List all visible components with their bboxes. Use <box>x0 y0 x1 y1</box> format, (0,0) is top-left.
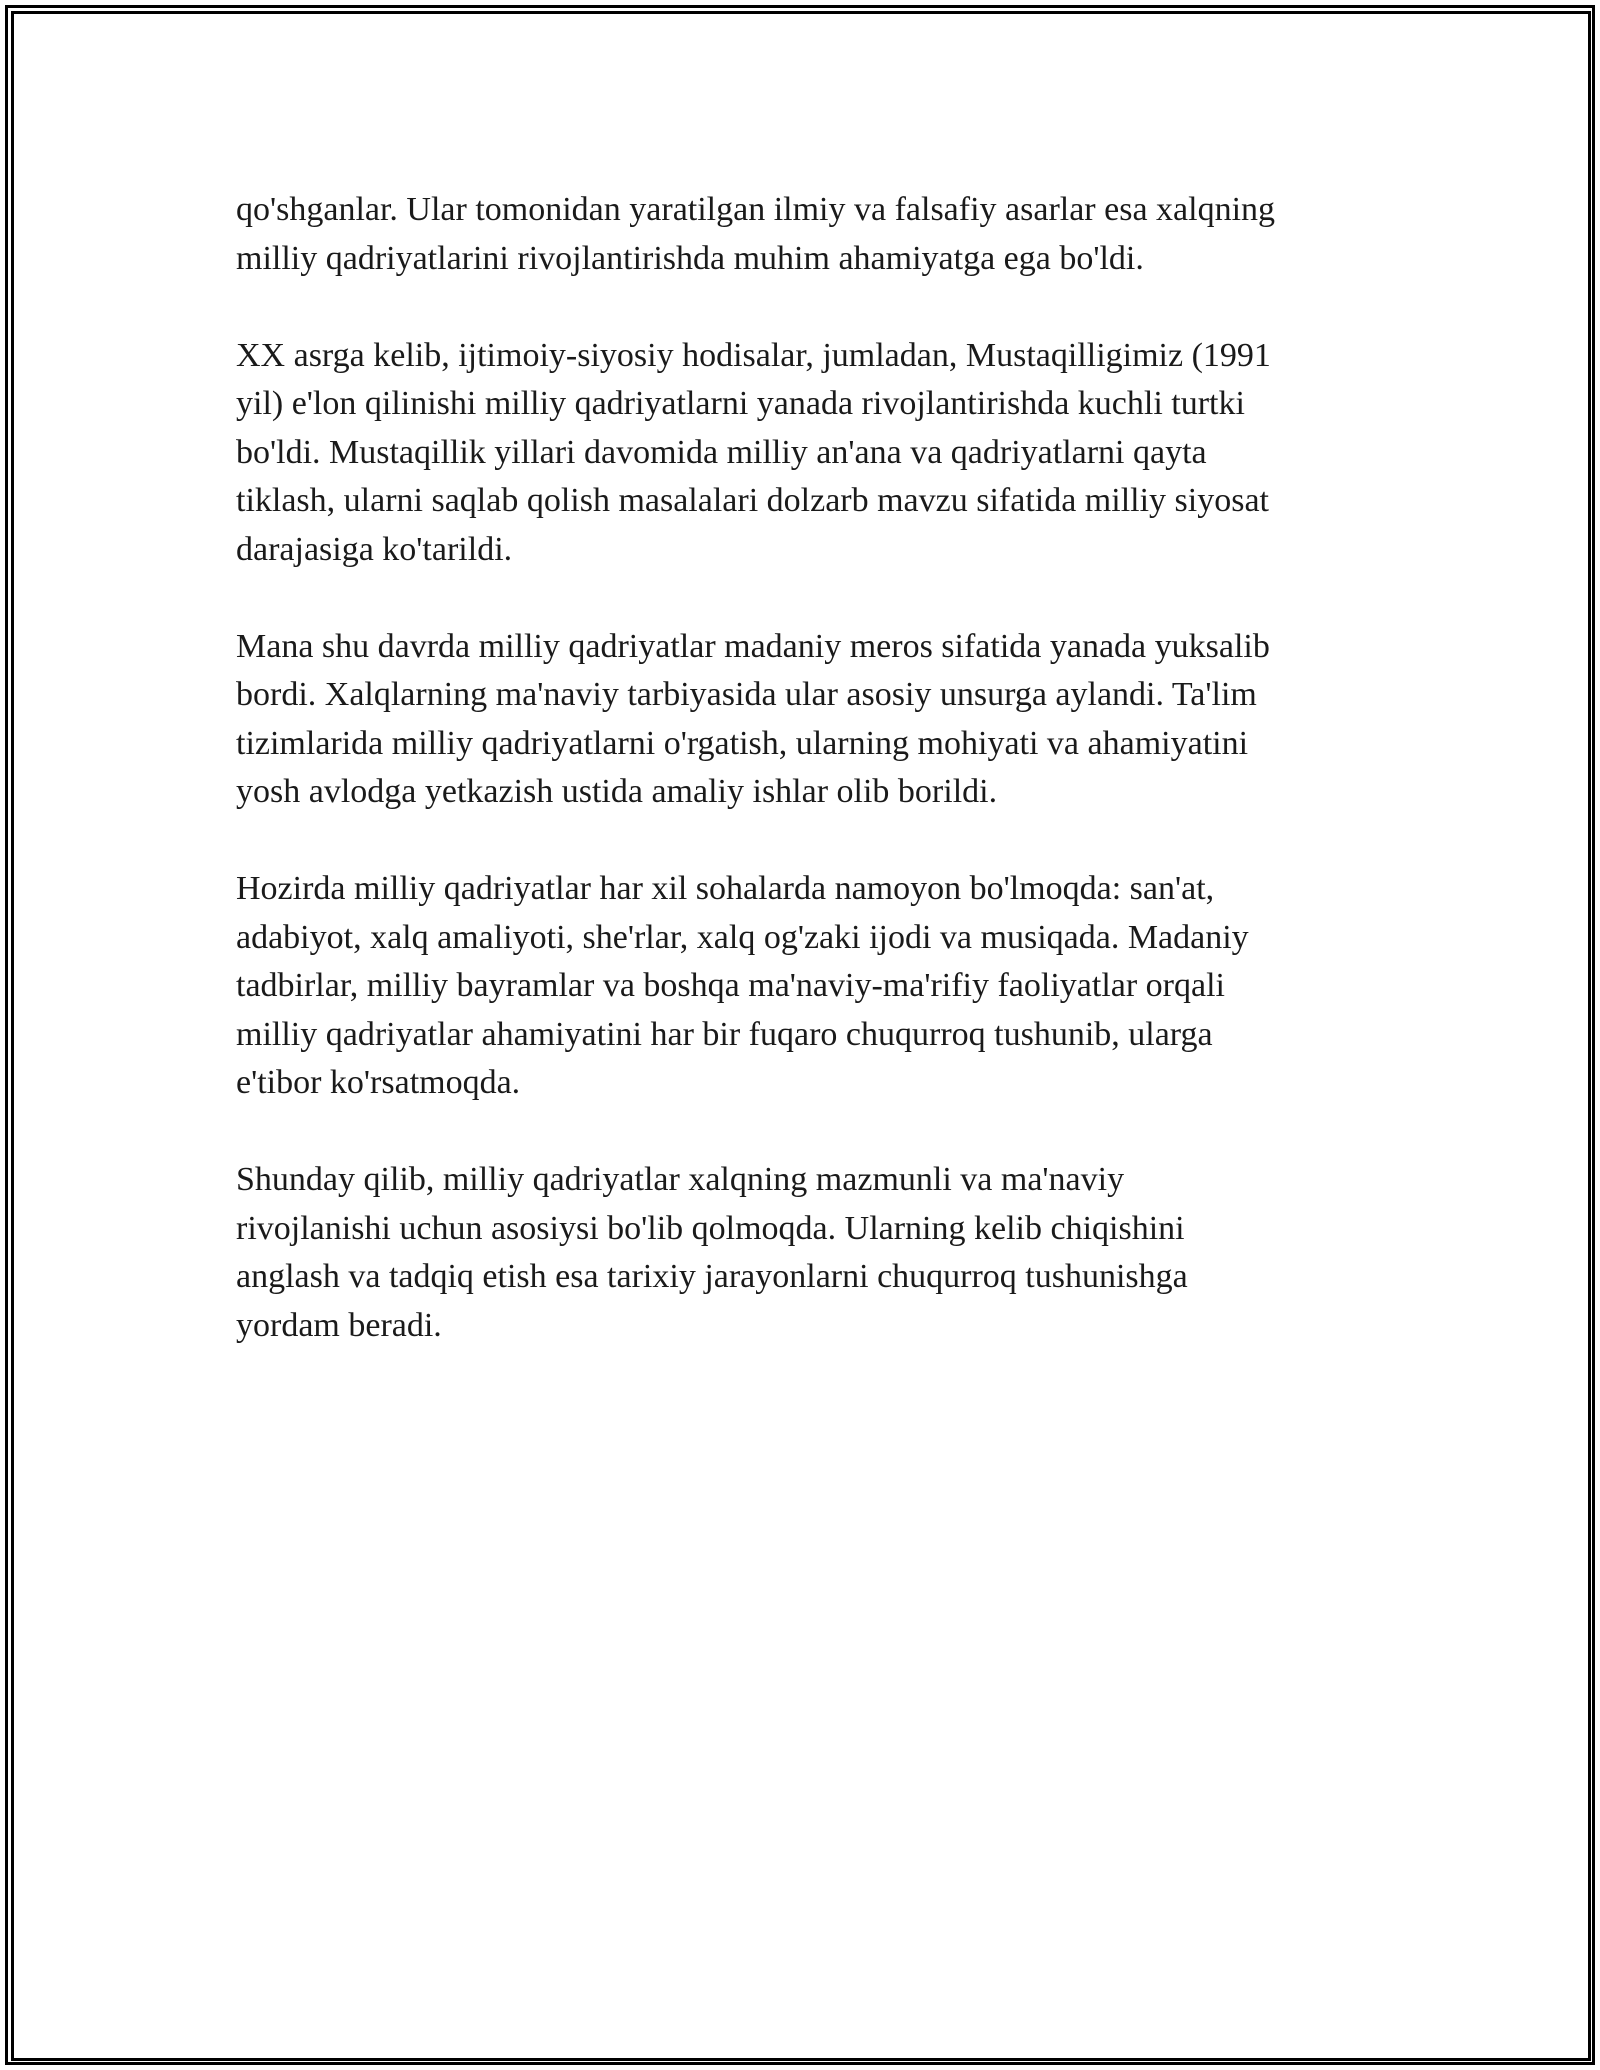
paragraph-2: XX asrga kelib, ijtimoiy-siyosiy hodisalar, jumladan, Mustaqilligimiz (1991 yil) e'lon qilinishi milliy qadriyatlarni yanada rivojlantirishda kuchli turtki bo'ldi. Mustaqillik yillari davomida milliy an'ana va qadriyatlarni qayta tiklash, ularni saqlab qolish masalalari dolzarb mavzu sifatida milliy siyosat darajasiga ko'tarildi. <box>236 336 1271 568</box>
paragraph-1: qo'shganlar. Ular tomonidan yaratilgan ilmiy va falsafiy asarlar esa xalqning milliy qadriyatlarini rivojlantirishda muhim ahamiyatga ega bo'ldi. <box>236 191 1276 277</box>
paragraph-4: Hozirda milliy qadriyatlar har xil sohalarda namoyon bo'lmoqda: san'at, adabiyot, xalq amaliyoti, she'rlar, xalq og'zaki ijodi va musiqada. Madaniy tadbirlar, milliy bayramlar va boshqa ma'naviy-ma'rifiy faoliyatlar orqali milliy qadriyatlar ahamiyatini har bir fuqaro chuqurroq tushunib, ularga e'tibor ko'rsatmoqda. <box>236 870 1249 1101</box>
paragraph-3: Mana shu davrda milliy qadriyatlar madaniy meros sifatida yanada yuksalib bordi. Xalqlarning ma'naviy tarbiyasida ular asosiy unsurga aylandi. Ta'lim tizimlarida milliy qadriyatlarni o'rgatish, ularning mohiyati va ahamiyatini yosh avlodga yetkazish ustida amaliy ishlar olib borildi. <box>236 627 1270 810</box>
document-body <box>236 186 1386 1399</box>
paragraph-5: Shunday qilib, milliy qadriyatlar xalqning mazmunli va ma'naviy rivojlanishi uchun asosiysi bo'lib qolmoqda. Ularning kelib chiqishini anglash va tadqiq etish esa tarixiy jarayonlarni chuqurroq tushunishga yordam beradi. <box>236 1161 1188 1344</box>
